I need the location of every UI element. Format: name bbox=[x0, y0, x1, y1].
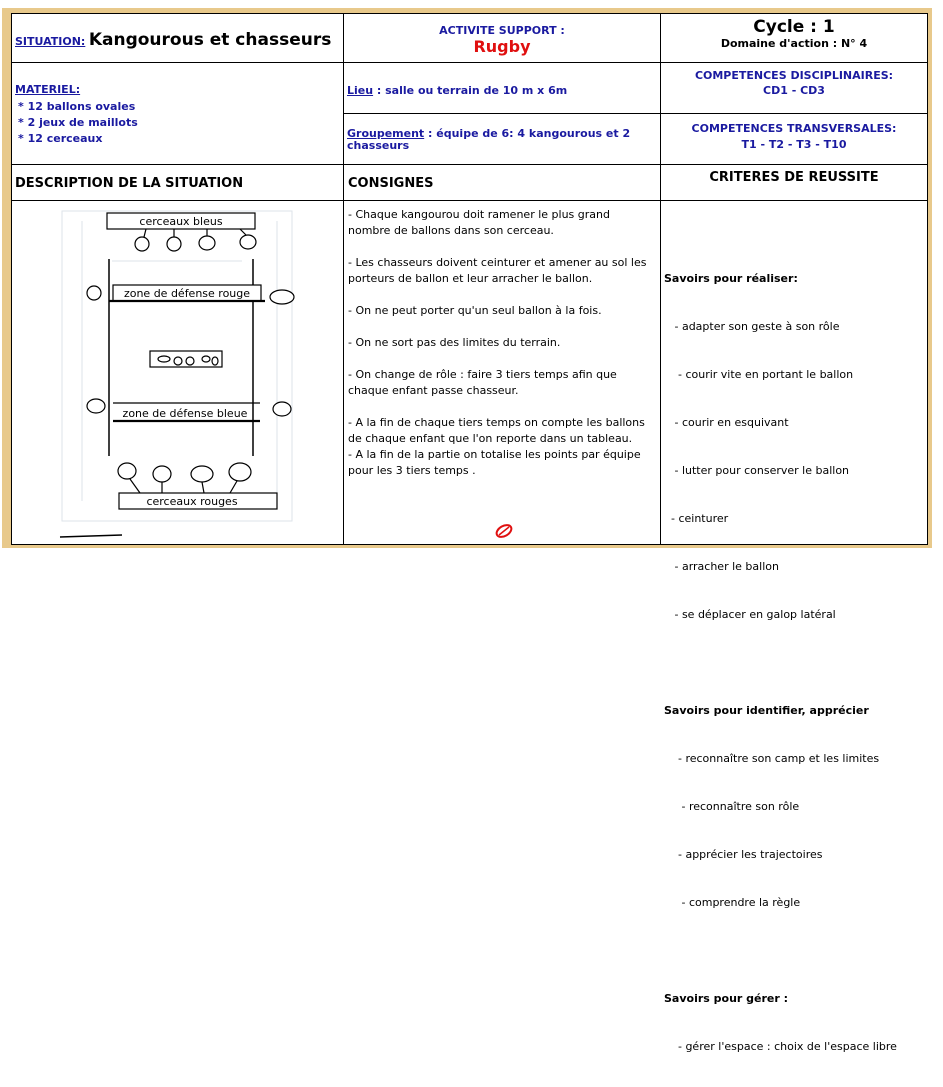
lieu-cell bbox=[343, 62, 661, 114]
hoop-icon bbox=[153, 466, 171, 482]
zone-bleue-text: zone de défense bleue bbox=[122, 407, 248, 420]
consigne-item: - A la fin de la partie on totalise les points par équipe pour les 3 tiers temps . bbox=[348, 448, 641, 477]
materiel-label: MATERIEL: bbox=[15, 83, 81, 96]
critere-item: - reconnaître son camp et les limites bbox=[664, 752, 880, 765]
materiel-cell bbox=[11, 62, 344, 165]
consignes-heading-cell bbox=[343, 164, 661, 201]
hoop-icon bbox=[87, 399, 105, 413]
groupement-label: Groupement bbox=[347, 127, 425, 140]
consignes-heading: CONSIGNES bbox=[348, 176, 434, 191]
sheet-frame bbox=[2, 8, 932, 1053]
identifier-title: Savoirs pour identifier, apprécier bbox=[664, 704, 869, 717]
critere-item: - courir en esquivant bbox=[664, 416, 789, 429]
critere-item: - adapter son geste à son rôle bbox=[664, 320, 840, 333]
zone-rouge-text: zone de défense rouge bbox=[123, 287, 251, 300]
bottom-label-text: cerceaux rouges bbox=[146, 495, 238, 508]
situation-cell bbox=[11, 13, 344, 63]
activite-value: Rugby bbox=[473, 37, 531, 56]
consigne-item: - Chaque kangourou doit ramener le plus grand nombre de ballons dans son cerceau. bbox=[348, 208, 610, 237]
critere-item: - ceinturer bbox=[664, 512, 729, 525]
competences-transversales-cell bbox=[660, 113, 928, 165]
critere-item: - arracher le ballon bbox=[664, 560, 779, 573]
situation-title: Kangourous et chasseurs bbox=[88, 30, 332, 50]
lieu-value: : salle ou terrain de 10 m x 6m bbox=[373, 84, 568, 97]
hoop-icon bbox=[118, 463, 136, 479]
materiel-item: * 12 cerceaux bbox=[18, 132, 103, 145]
cycle-label: Cycle : 1 bbox=[753, 17, 835, 37]
hoop-icon bbox=[229, 463, 251, 481]
groupement-value: : équipe de 6: 4 kangourous et 2 chasseurs bbox=[347, 127, 631, 152]
critere-item: - comprendre la règle bbox=[664, 896, 801, 909]
materiel-item: * 2 jeux de maillots bbox=[18, 116, 138, 129]
criteres-cell bbox=[660, 200, 928, 1053]
critere-item: - gérer l'espace : choix de l'espace libre bbox=[664, 1040, 897, 1053]
situation-label: SITUATION: bbox=[15, 35, 86, 48]
lieu-label: Lieu bbox=[347, 84, 374, 97]
consigne-item: - On change de rôle : faire 3 tiers temps afin que chaque enfant passe chasseur. bbox=[348, 368, 617, 397]
competences-trans-value: T1 - T2 - T3 - T10 bbox=[741, 138, 847, 151]
consigne-item: - Les chasseurs doivent ceinturer et amener au sol les porteurs de ballon et leur arracher le ballon. bbox=[348, 256, 647, 285]
hoop-icon bbox=[167, 237, 181, 251]
hoop-icon bbox=[240, 235, 256, 249]
critere-item: - lutter pour conserver le ballon bbox=[664, 464, 850, 477]
hoop-icon bbox=[270, 290, 294, 304]
consigne-item: - A la fin de chaque tiers temps on compte les ballons de chaque enfant que l'on reporte dans un tableau. bbox=[348, 416, 645, 445]
consignes-cell bbox=[343, 200, 661, 545]
consigne-item: - On ne sort pas des limites du terrain. bbox=[348, 336, 561, 349]
red-hoops bbox=[118, 463, 251, 493]
blue-hoops bbox=[135, 229, 256, 251]
realiser-title: Savoirs pour réaliser: bbox=[664, 272, 798, 285]
diagram-cell bbox=[11, 200, 344, 545]
cycle-cell bbox=[660, 13, 928, 63]
competences-disciplinaires-cell bbox=[660, 62, 928, 114]
critere-item: - courir vite en portant le ballon bbox=[664, 368, 854, 381]
hoop-icon bbox=[87, 286, 101, 300]
competences-disc-title: COMPETENCES DISCIPLINAIRES: bbox=[694, 69, 894, 82]
competences-disc-value: CD1 - CD3 bbox=[763, 84, 825, 97]
description-heading: DESCRIPTION DE LA SITUATION bbox=[15, 176, 244, 191]
hoop-icon bbox=[191, 466, 213, 482]
terrain-diagram bbox=[12, 201, 343, 544]
description-heading-cell bbox=[11, 164, 344, 201]
hoop-icon bbox=[199, 236, 215, 250]
critere-item: - reconnaître son rôle bbox=[664, 800, 800, 813]
rugby-ball-icon bbox=[494, 523, 514, 539]
criteres-heading-cell bbox=[660, 164, 928, 201]
critere-item: - apprécier les trajectoires bbox=[664, 848, 823, 861]
materiel-list bbox=[18, 99, 138, 147]
hoop-icon bbox=[135, 237, 149, 251]
hoop-icon bbox=[273, 402, 291, 416]
activite-cell bbox=[343, 13, 661, 63]
materiel-item: * 12 ballons ovales bbox=[18, 100, 136, 113]
critere-item: - se déplacer en galop latéral bbox=[664, 608, 836, 621]
top-label-text: cerceaux bleus bbox=[139, 215, 223, 228]
groupement-cell bbox=[343, 113, 661, 165]
activite-label: ACTIVITE SUPPORT : bbox=[439, 24, 565, 37]
gerer-title: Savoirs pour gérer : bbox=[664, 992, 789, 1005]
criteres-heading: CRITERES DE REUSSITE bbox=[709, 170, 879, 185]
domaine-label: Domaine d'action : N° 4 bbox=[720, 37, 868, 50]
competences-trans-title: COMPETENCES TRANSVERSALES: bbox=[691, 122, 897, 135]
consigne-item: - On ne peut porter qu'un seul ballon à la fois. bbox=[348, 304, 602, 317]
